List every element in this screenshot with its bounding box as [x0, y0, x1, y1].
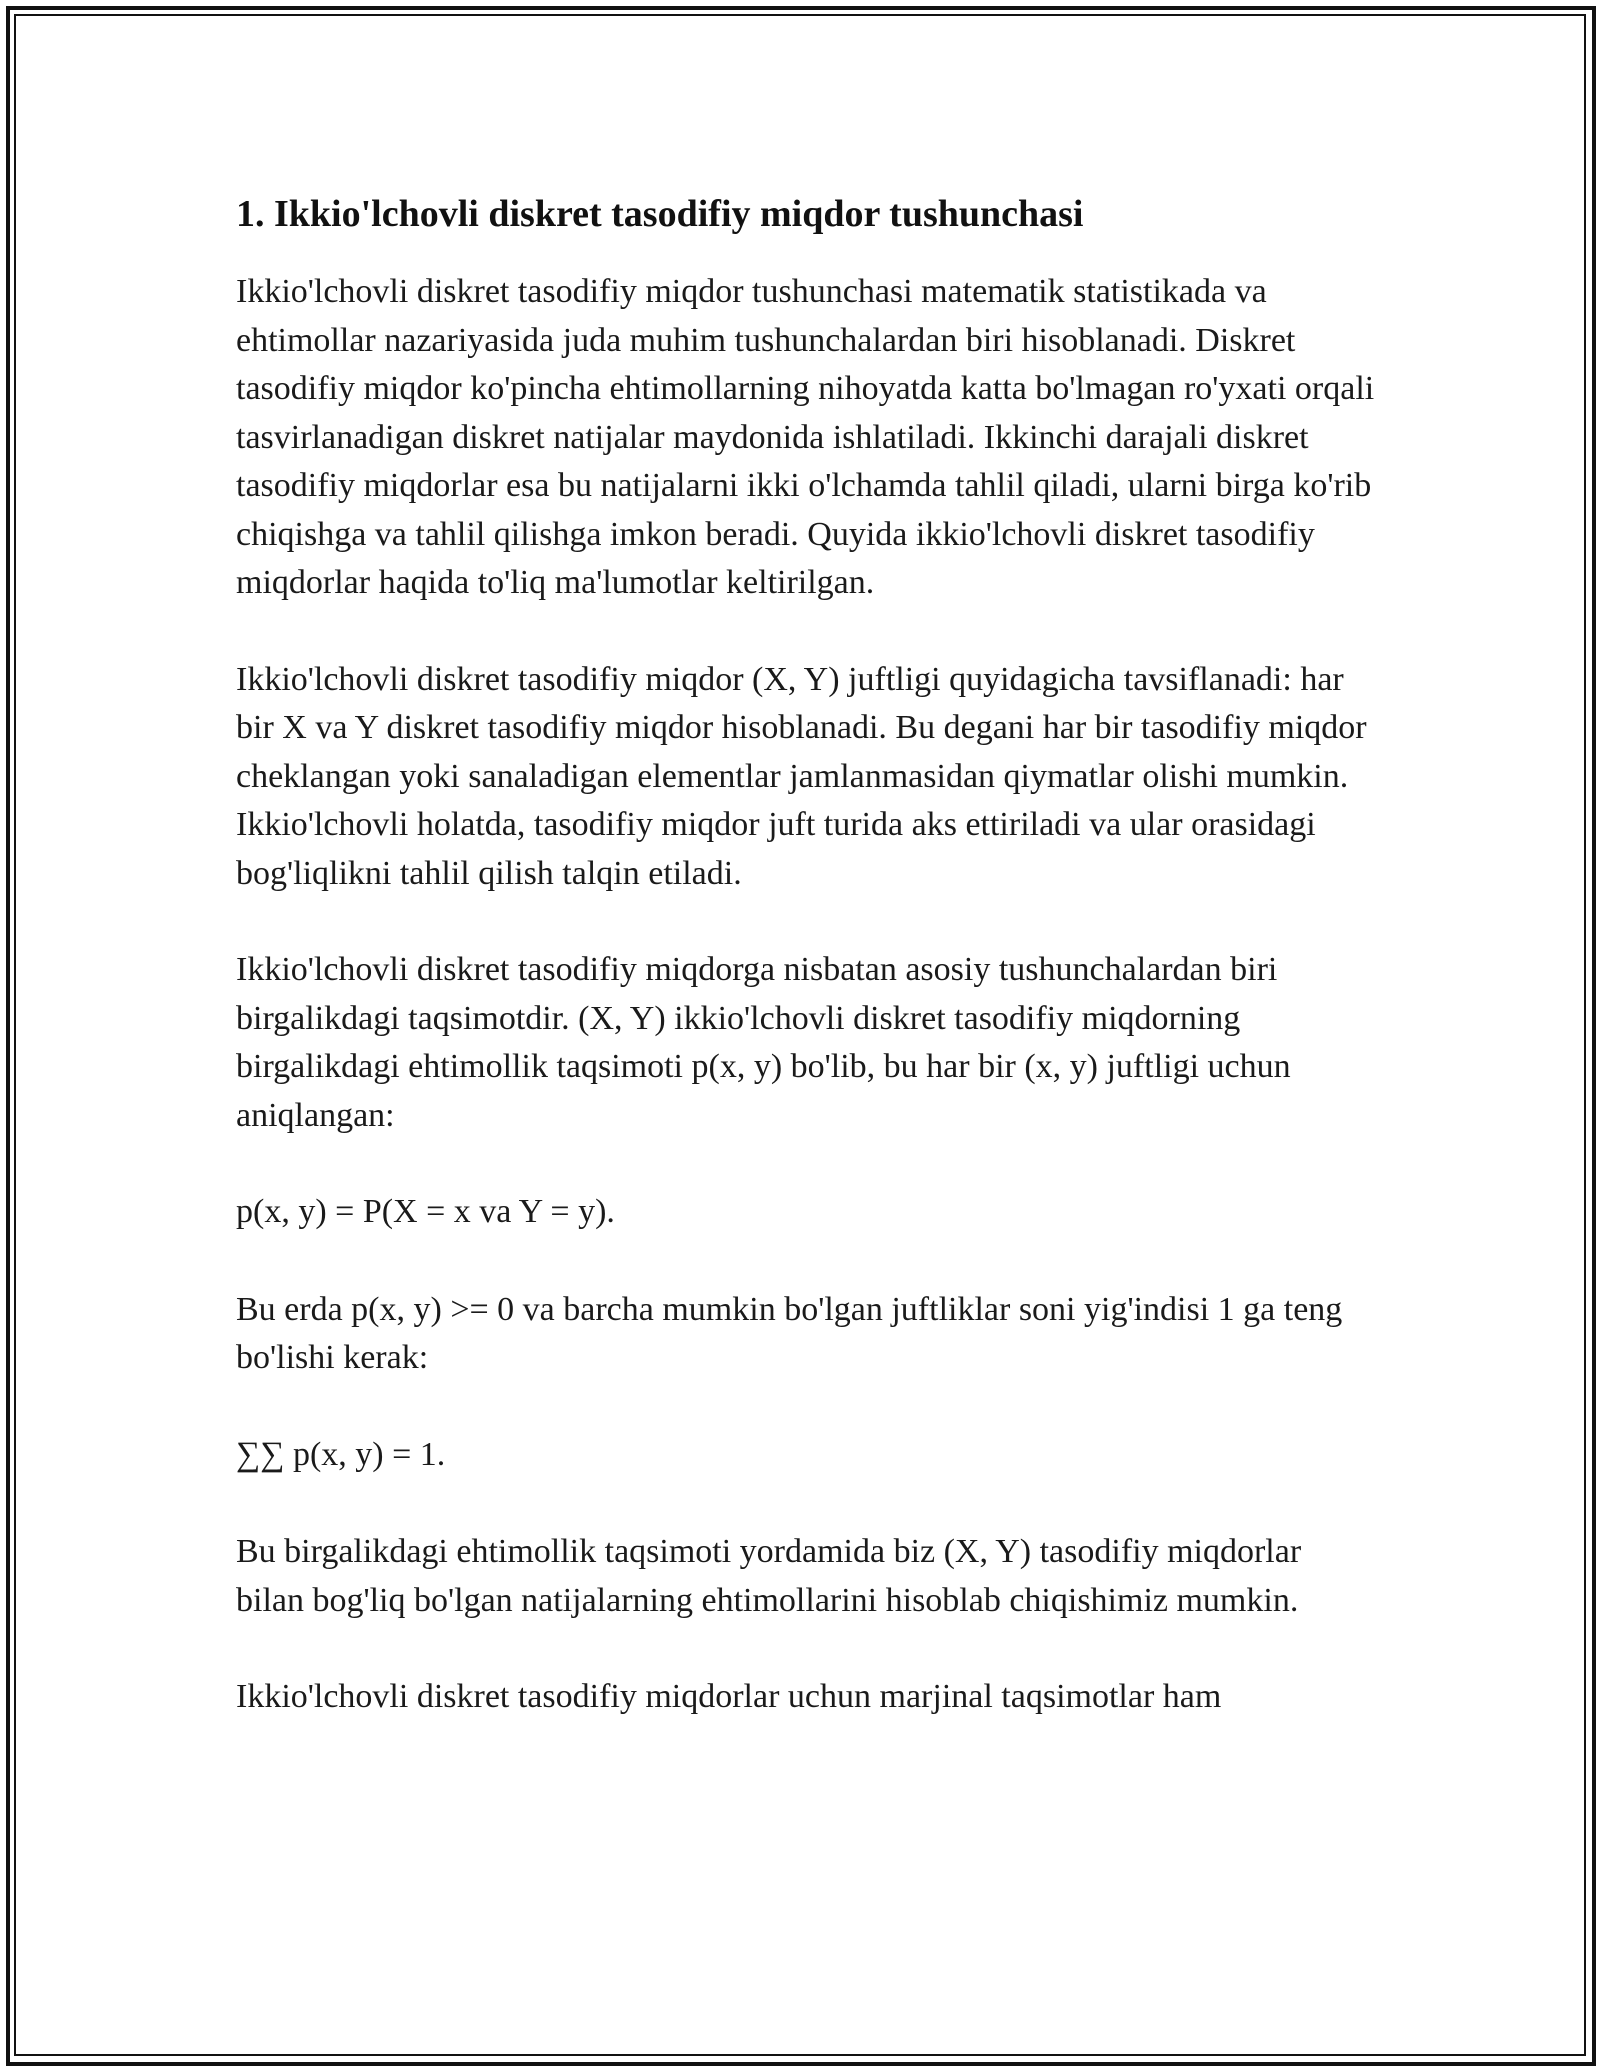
paragraph-marginal: Ikkio'lchovli diskret tasodifiy miqdorlar uchun marjinal taqsimotlar ham: [236, 1678, 1222, 1715]
section-heading: 1. Ikkio'lchovli diskret tasodifiy miqdor tushunchasi: [236, 193, 1084, 235]
paragraph-intro: Ikkio'lchovli diskret tasodifiy miqdor tushunchasi matematik statistikada va ehtimollar nazariyasida juda muhim tushunchalardan biri hisoblanadi. Diskret tasodifiy miqdor ko'pincha ehtimollarning nihoyatda katta bo'lmagan ro'yxati orqali tasvirlanadigan diskret natijalar maydonida ishlatiladi. Ikkinchi darajali diskret tasodifiy miqdorlar esa bu natijalarni ikki o'lchamda tahlil qiladi, ularni birga ko'rib chiqishga va tahlil qilishga imkon beradi. Quyida ikkio'lchovli diskret tasodifiy miqdorlar haqida to'liq ma'lumotlar keltirilgan.: [236, 273, 1375, 601]
paragraph-joint-distribution: Ikkio'lchovli diskret tasodifiy miqdorga nisbatan asosiy tushunchalardan biri birgalikdagi taqsimotdir. (X, Y) ikkio'lchovli diskret tasodifiy miqdorning birgalikdagi ehtimollik taqsimoti p(x, y) bo'lib, bu har bir (x, y) juftligi uchun aniqlangan:: [236, 951, 1291, 1134]
paragraph-pair-definition: Ikkio'lchovli diskret tasodifiy miqdor (X, Y) juftligi quyidagicha tavsiflanadi: har bir X va Y diskret tasodifiy miqdor hisoblanadi. Bu degani har bir tasodifiy miqdor cheklangan yoki sanaladigan elementlar jamlanmasidan qiymatlar olishi mumkin. Ikkio'lchovli holatda, tasodifiy miqdor juft turida aks ettiriladi va ular orasidagi bog'liqlikni tahlil qilish talqin etiladi.: [236, 660, 1367, 892]
document-body: [236, 188, 1376, 1770]
paragraph-normalization: Bu erda p(x, y) >= 0 va barcha mumkin bo'lgan juftliklar soni yig'indisi 1 ga teng bo'lishi kerak:: [236, 1290, 1343, 1376]
formula-joint-probability: p(x, y) = P(X = x va Y = y).: [236, 1193, 615, 1230]
paragraph-usage: Bu birgalikdagi ehtimollik taqsimoti yordamida biz (X, Y) tasodifiy miqdorlar bilan bog'liq bo'lgan natijalarning ehtimollarini hisoblab chiqishimiz mumkin.: [236, 1533, 1302, 1619]
formula-sum-equals-one: ∑∑ p(x, y) = 1.: [236, 1435, 446, 1473]
